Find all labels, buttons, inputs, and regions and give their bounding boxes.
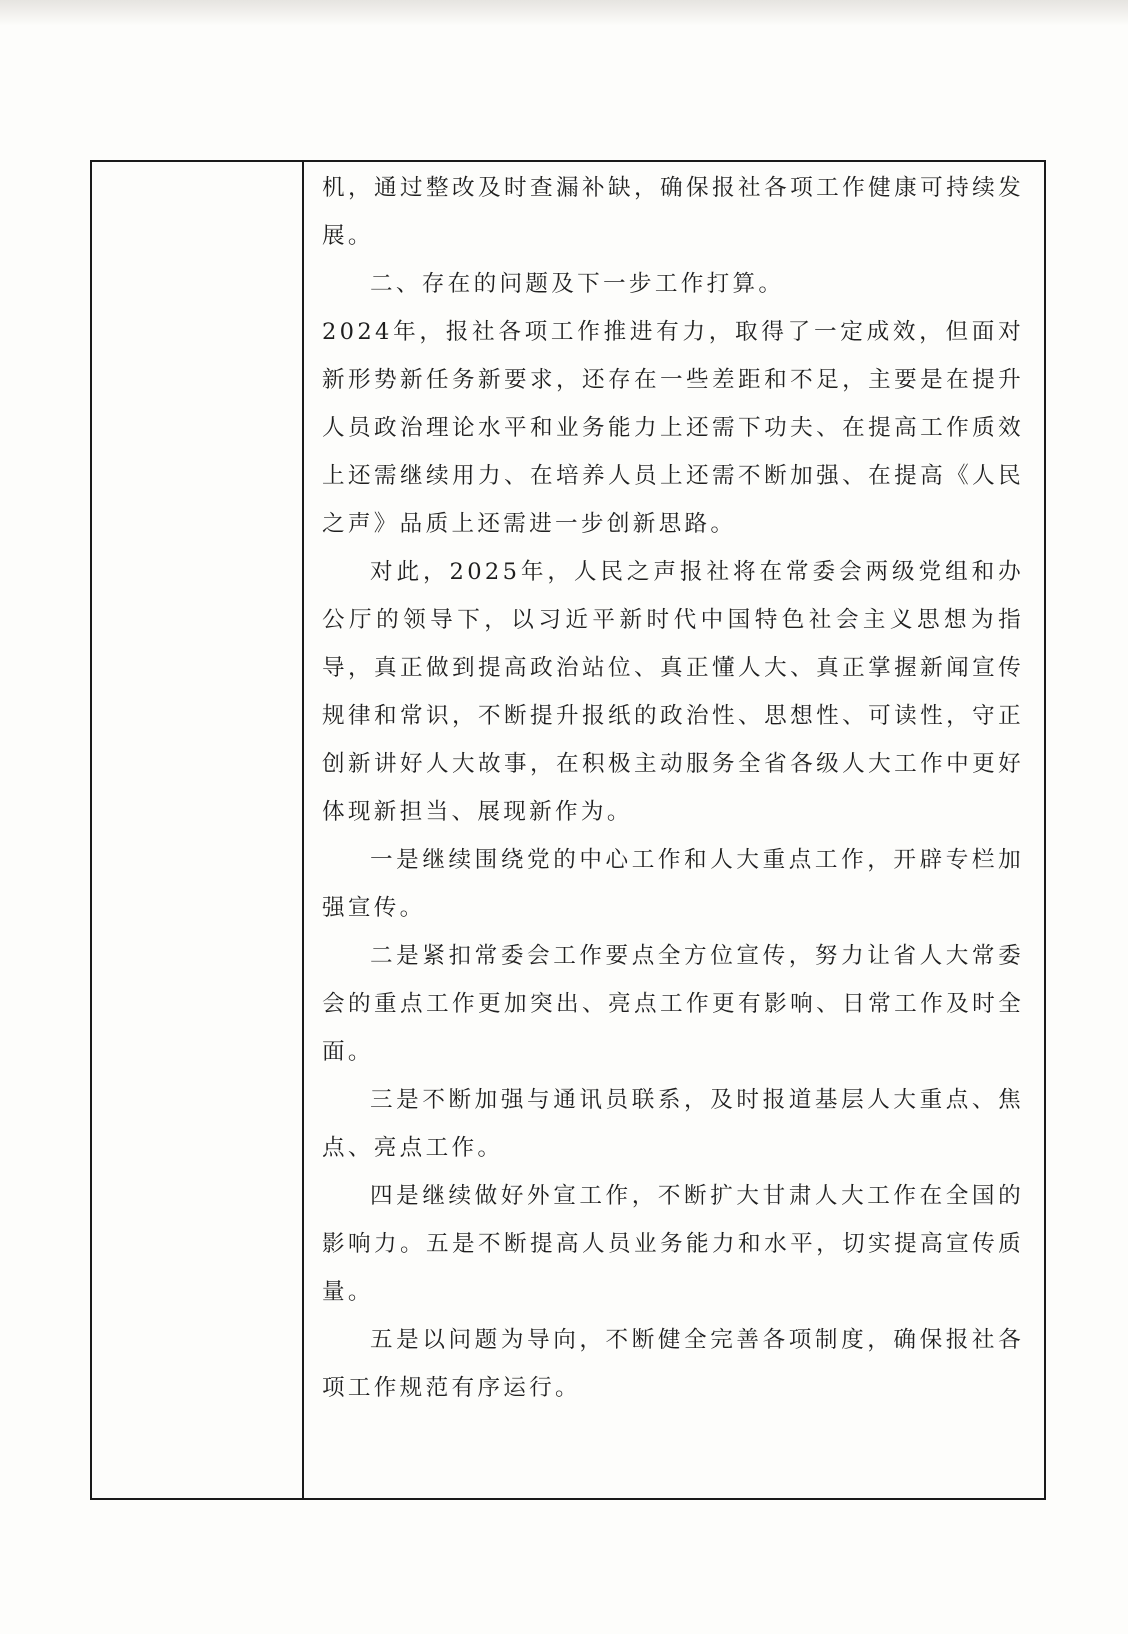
plan-item-4: 四是继续做好外宣工作，不断扩大甘肃人大工作在全国的影响力。五是不断提高人员业务能力和水平，切实提高宣传质量。 (322, 1183, 1024, 1305)
plan-item-2: 二是紧扣常委会工作要点全方位宣传，努力让省人大常委会的重点工作更加突出、亮点工作更有影响、日常工作及时全面。 (322, 943, 1024, 1065)
paragraph-problems: 2024年，报社各项工作推进有力，取得了一定成效，但面对新形势新任务新要求，还存在一些差距和不足，主要是在提升人员政治理论水平和业务能力上还需下功夫、在提高工作质效上还需继续用力、在培养人员上还需不断加强、在提高《人民之声》品质上还需进一步创新思路。 (322, 319, 1024, 537)
form-table (90, 160, 1046, 1500)
scan-top-edge (0, 0, 1128, 26)
plan-item-3: 三是不断加强与通讯员联系，及时报道基层人大重点、焦点、亮点工作。 (322, 1087, 1024, 1161)
form-label-cell (92, 162, 304, 1498)
paragraph-plan-intro: 对此，2025年，人民之声报社将在常委会两级党组和办公厅的领导下，以习近平新时代中国特色社会主义思想为指导，真正做到提高政治站位、真正懂人大、真正掌握新闻宣传规律和常识，不断提升报纸的政治性、思想性、可读性，守正创新讲好人大故事，在积极主动服务全省各级人大工作中更好体现新担当、展现新作为。 (322, 559, 1024, 825)
paragraph-continuation: 机，通过整改及时查漏补缺，确保报社各项工作健康可持续发展。 (322, 175, 1024, 249)
plan-item-1: 一是继续围绕党的中心工作和人大重点工作，开辟专栏加强宣传。 (322, 847, 1024, 921)
form-content-cell (304, 162, 1044, 1498)
plan-item-5: 五是以问题为导向，不断健全完善各项制度，确保报社各项工作规范有序运行。 (322, 1327, 1024, 1401)
section-heading: 二、存在的问题及下一步工作打算。 (370, 271, 785, 297)
